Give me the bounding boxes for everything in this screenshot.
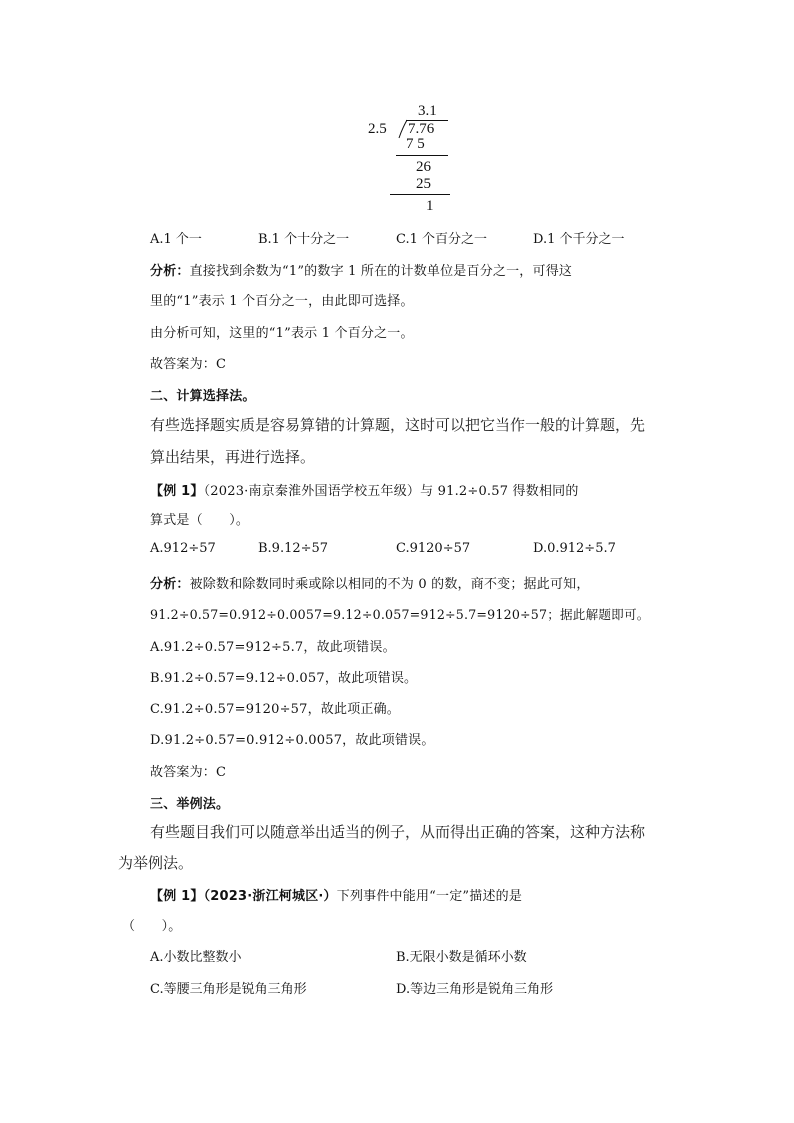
example-text: 下列事件中能用“一定”描述的是 bbox=[336, 889, 523, 904]
s2-option-b: B.9.12÷57 bbox=[258, 541, 329, 556]
example-source: （2023·浙江柯城区·） bbox=[203, 889, 337, 904]
section3-heading: 三、举例法。 bbox=[150, 797, 230, 812]
s2-option-d: D.0.912÷5.7 bbox=[533, 541, 616, 556]
subtract-step-1: 7 5 bbox=[406, 136, 425, 152]
step1-bar bbox=[396, 155, 448, 156]
section3-example-cont: （ ）。 bbox=[122, 919, 182, 934]
analysis-text: 被除数和除数同时乘或除以相同的不为 0 的数，商不变；据此可知， bbox=[189, 577, 590, 592]
section2-example-cont: 算式是（ ）。 bbox=[150, 513, 250, 528]
s2-option-a: A.912÷57 bbox=[150, 541, 216, 556]
q1-analysis bbox=[150, 260, 572, 279]
step3-bar bbox=[390, 194, 450, 195]
s2-analysis-cont: 91.2÷0.57=0.912÷0.0057=9.12÷0.057=912÷5.7=9120÷57；据此解题即可。 bbox=[150, 607, 650, 622]
s2-answer: 故答案为：C bbox=[150, 765, 227, 780]
s3-option-b: B.无限小数是循环小数 bbox=[396, 950, 527, 965]
s2-option-c: C.9120÷57 bbox=[396, 541, 471, 556]
s2-check-c: C.91.2÷0.57=9120÷57，故此项正确。 bbox=[150, 702, 401, 717]
analysis-label: 分析： bbox=[150, 577, 190, 592]
example-label: 【例 1】 bbox=[150, 889, 204, 904]
q1-conclusion: 由分析可知，这里的“1”表示 1 个百分之一。 bbox=[150, 326, 414, 341]
s3-option-d: D.等边三角形是锐角三角形 bbox=[396, 982, 554, 997]
analysis-label: 分析： bbox=[150, 264, 190, 279]
q1-option-a: A.1 个一 bbox=[150, 232, 202, 247]
q1-option-d: D.1 个千分之一 bbox=[533, 232, 625, 247]
example-text: （2023·南京秦淮外国语学校五年级）与 91.2÷0.57 得数相同的 bbox=[203, 484, 579, 499]
s3-option-a: A.小数比整数小 bbox=[150, 950, 242, 965]
q1-option-b: B.1 个十分之一 bbox=[258, 232, 350, 247]
analysis-text: 直接找到余数为“1”的数字 1 所在的计数单位是百分之一，可得这 bbox=[189, 264, 573, 279]
dividend: 7.76 bbox=[408, 121, 435, 137]
s2-check-b: B.91.2÷0.57=9.12÷0.057，故此项错误。 bbox=[150, 671, 418, 686]
q1-analysis-cont: 里的“1”表示 1 个百分之一，由此即可选择。 bbox=[150, 294, 414, 309]
section3-intro-cont: 为举例法。 bbox=[118, 854, 194, 872]
s2-analysis bbox=[150, 573, 590, 592]
divisor: 2.5 bbox=[368, 121, 387, 137]
s2-check-a: A.91.2÷0.57=912÷5.7，故此项错误。 bbox=[150, 640, 396, 655]
remainder: 1 bbox=[426, 198, 434, 214]
q1-option-c: C.1 个百分之一 bbox=[396, 232, 488, 247]
section2-intro-cont: 算出结果，再进行选择。 bbox=[150, 448, 316, 466]
subtract-step-2: 26 bbox=[416, 159, 431, 175]
s3-option-c: C.等腰三角形是锐角三角形 bbox=[150, 982, 307, 997]
section2-example bbox=[150, 480, 579, 499]
quotient: 3.1 bbox=[418, 103, 437, 119]
section2-heading: 二、计算选择法。 bbox=[150, 389, 256, 404]
subtract-step-3: 25 bbox=[416, 176, 431, 192]
long-division bbox=[368, 100, 468, 220]
section2-intro: 有些选择题实质是容易算错的计算题，这时可以把它当作一般的计算题，先 bbox=[150, 416, 646, 434]
s2-check-d: D.91.2÷0.57=0.912÷0.0057，故此项错误。 bbox=[150, 733, 435, 748]
section3-example bbox=[150, 885, 522, 904]
section3-intro: 有些题目我们可以随意举出适当的例子，从而得出正确的答案，这种方法称 bbox=[150, 823, 646, 841]
q1-answer: 故答案为：C bbox=[150, 357, 227, 372]
example-label: 【例 1】 bbox=[150, 484, 204, 499]
